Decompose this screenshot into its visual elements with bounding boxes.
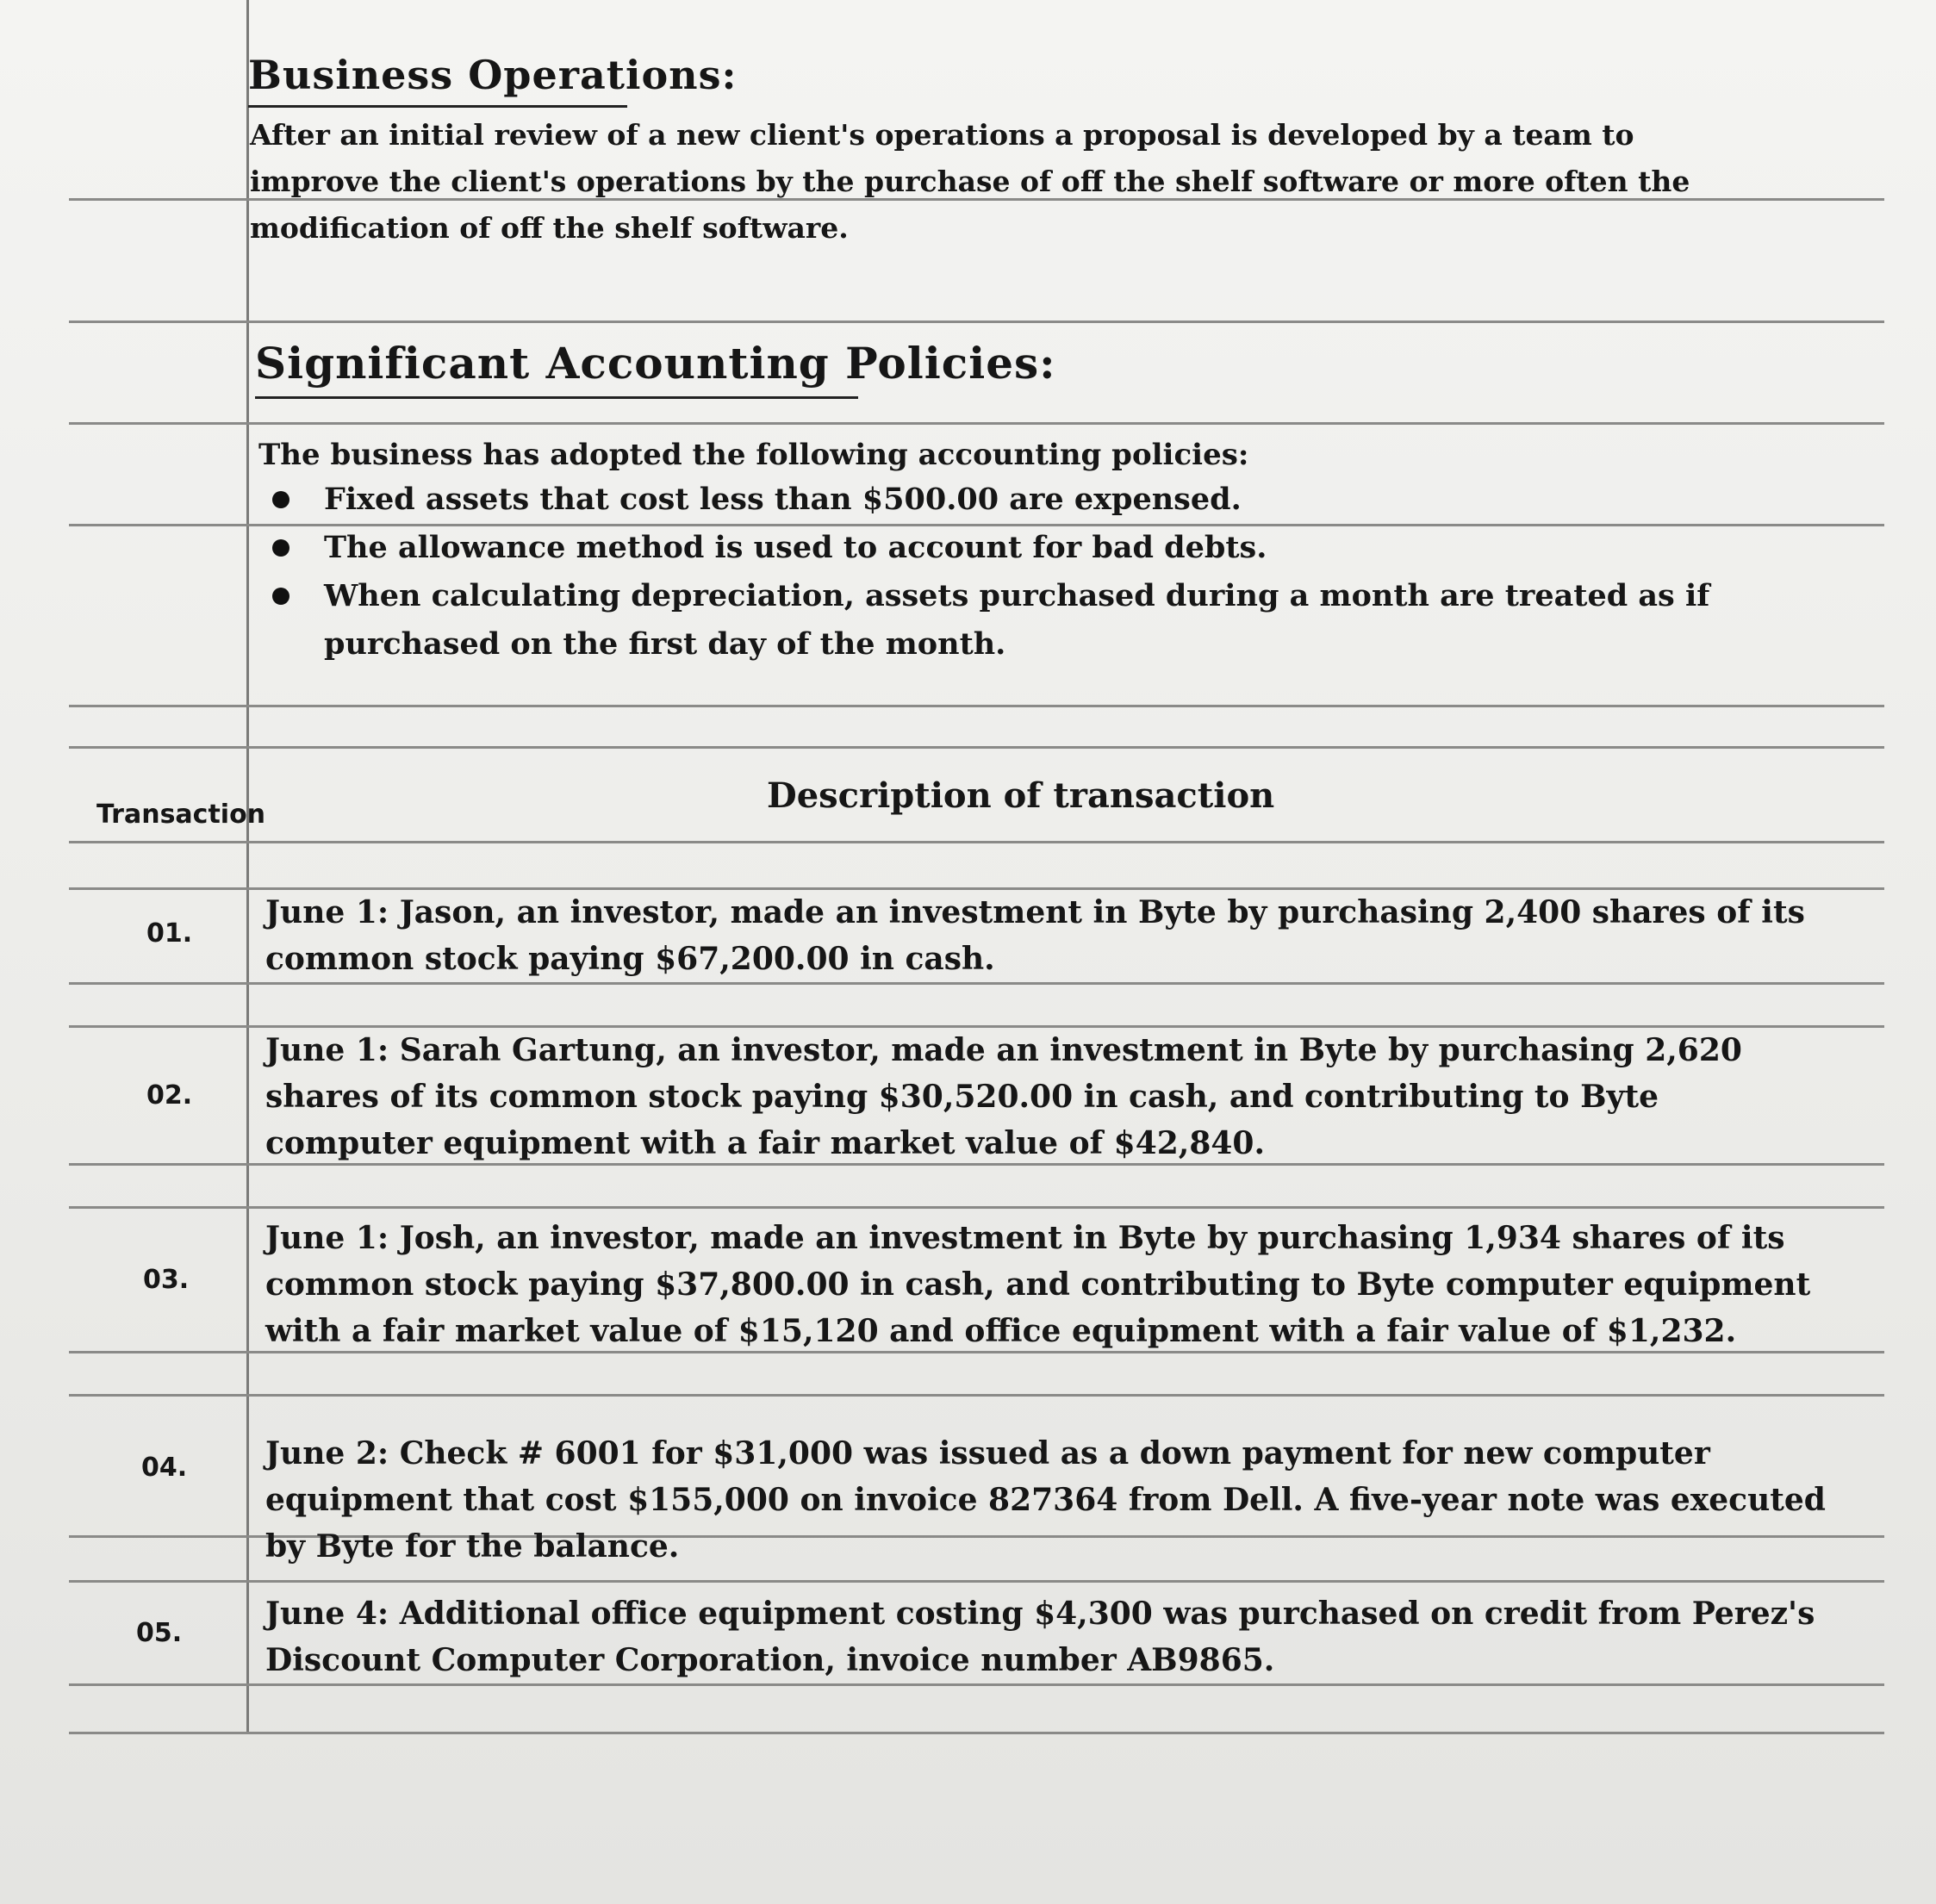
- heading-underline: [255, 396, 858, 399]
- business-operations-text: After an initial review of a new client's operations a proposal is developed by a team to improve the client's operations by the purchase of off the shelf software or more often the modification of off the shelf software.: [250, 118, 1690, 245]
- transaction-description: June 1: Jason, an investor, made an investment in Byte by purchasing 2,400 shares of its common stock paying $67,200.00 in cash.: [265, 894, 1805, 977]
- heading-underline: [248, 105, 627, 108]
- rule-line: [69, 1580, 1884, 1583]
- bullet-icon: [272, 539, 289, 557]
- rule-line: [69, 1206, 1884, 1209]
- transaction-number: 01.: [146, 918, 193, 949]
- transaction-number: 05.: [136, 1618, 183, 1648]
- accounting-policies-intro: The business has adopted the following accounting policies:: [258, 438, 1249, 472]
- column-divider: [246, 0, 249, 1732]
- policy-item: [267, 476, 1783, 524]
- rule-line: [69, 1732, 1884, 1734]
- rule-line: [69, 746, 1884, 749]
- transaction-number: 02.: [146, 1080, 193, 1111]
- policy-item: [267, 572, 1783, 669]
- transaction-description: June 4: Additional office equipment costing $4,300 was purchased on credit from Perez's Discount Computer Corporation, invoice number AB9865.: [265, 1596, 1815, 1678]
- accounting-policies-list: [267, 476, 1783, 669]
- policy-text: The allowance method is used to account for bad debts.: [324, 530, 1267, 565]
- policy-item: [267, 524, 1783, 572]
- description-column-header: Description of transaction: [767, 775, 1275, 816]
- business-operations-heading: Business Operations:: [248, 52, 738, 98]
- rule-line: [69, 1683, 1884, 1686]
- policy-text: Fixed assets that cost less than $500.00 are expensed.: [324, 482, 1242, 517]
- rule-line: [69, 1394, 1884, 1397]
- rule-line: [69, 320, 1884, 323]
- transaction-description: June 2: Check # 6001 for $31,000 was issued as a down payment for new computer equipment that cost $155,000 on invoice 827364 from Dell. A five-year note was executed by Byte for the balance.: [265, 1435, 1826, 1565]
- rule-line: [69, 841, 1884, 843]
- rule-line: [69, 422, 1884, 425]
- policy-text: When calculating depreciation, assets purchased during a month are treated as if purchased on the first day of the month.: [324, 578, 1710, 662]
- rule-line: [69, 982, 1884, 985]
- rule-line: [69, 705, 1884, 707]
- bullet-icon: [272, 588, 289, 605]
- transaction-description: June 1: Sarah Gartung, an investor, made an investment in Byte by purchasing 2,620 shares of its common stock paying $30,520.00 in cash, and contributing to Byte computer equipment with a fair market value of $42,840.: [265, 1032, 1742, 1161]
- accounting-policies-heading: Significant Accounting Policies:: [255, 338, 1056, 389]
- bullet-icon: [272, 491, 289, 508]
- transaction-number: 03.: [143, 1265, 190, 1295]
- transaction-description: June 1: Josh, an investor, made an investment in Byte by purchasing 1,934 shares of its common stock paying $37,800.00 in cash, and contributing to Byte computer equipment with a fair market value of $15,120 and office equipment with a fair value of $1,232.: [265, 1220, 1811, 1349]
- transaction-number: 04.: [141, 1453, 188, 1483]
- transaction-column-header: Transaction: [96, 800, 266, 830]
